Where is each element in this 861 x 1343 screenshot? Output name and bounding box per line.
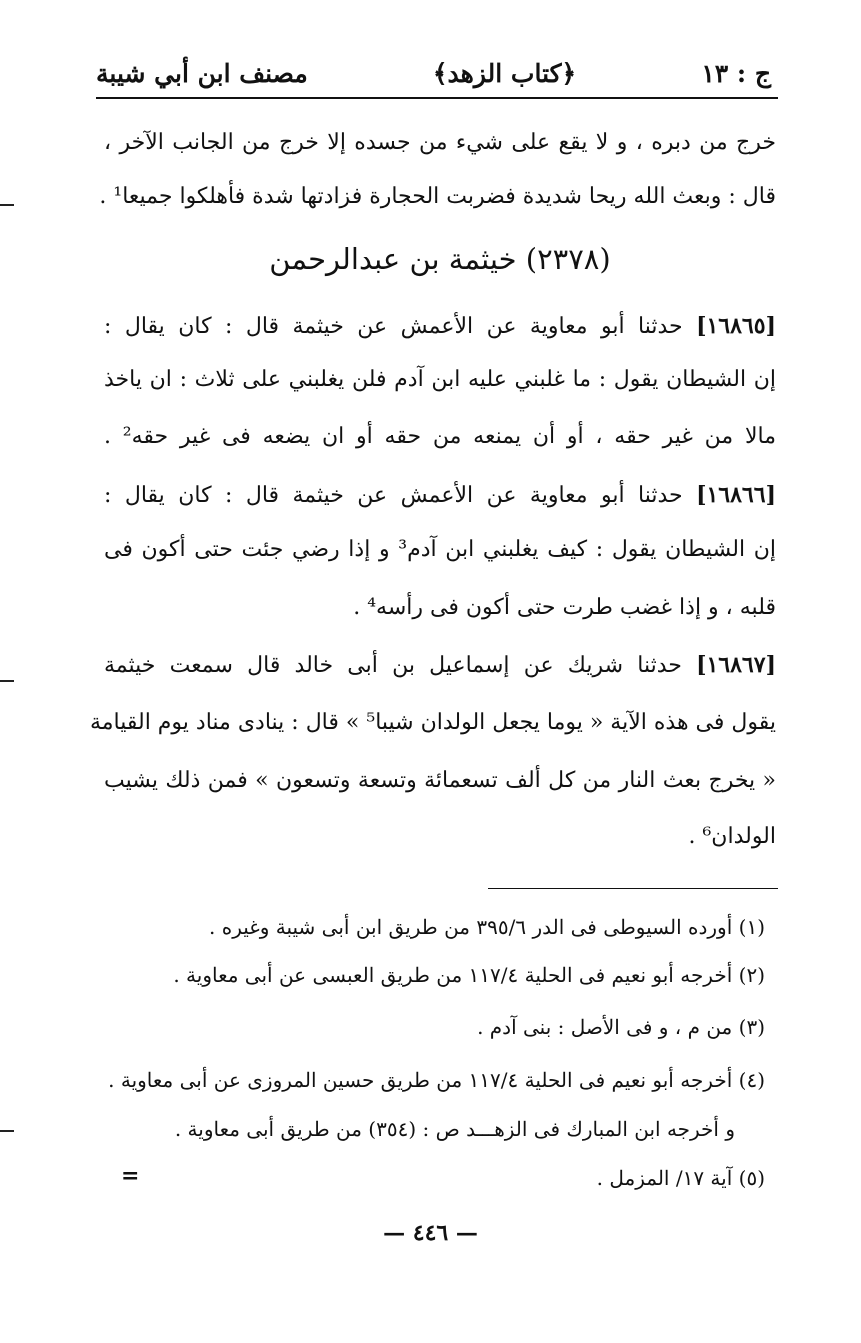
running-header: [96, 50, 771, 96]
hadith-16866-line: قلبه ، و إذا غضب طرت حتى أكون فى رأسه⁴ .: [353, 595, 776, 620]
footnote: (١) أورده السيوطى فى الدر ٣٩٥/٦ من طريق ابن أبى شيبة وغيره .: [209, 915, 765, 939]
text-line: خرج من دبره ، و لا يقع على شيء من جسده إلا خرج من الجانب الآخر ،: [104, 130, 776, 155]
section-heading: (٢٣٧٨) خيثمة بن عبدالرحمن: [269, 242, 611, 276]
book-title: مصنف ابن أبي شيبة: [96, 58, 308, 88]
footnote: (٥) آية ١٧/ المزمل .: [596, 1166, 765, 1190]
hadith-16865-line: [١٦٨٦٥] حدثنا أبو معاوية عن الأعمش عن خيثمة قال : كان يقال :: [104, 313, 776, 339]
volume-number: ج : ١٣: [701, 58, 771, 88]
footnote: (٣) من م ، و فى الأصل : بنى آدم .: [477, 1015, 765, 1039]
hadith-16865-line: مالا من غير حقه ، أو أن يمنعه من حقه أو ان يضعه فى غير حقه² .: [104, 424, 776, 449]
footnote-separator: [488, 888, 778, 889]
page-number: — ٤٤٦ —: [383, 1220, 478, 1246]
hadith-16865-line: إن الشيطان يقول : ما غلبني عليه ابن آدم فلن يغلبني على ثلاث : ان ياخذ: [104, 367, 776, 392]
margin-tick: [0, 680, 14, 682]
text-line: قال : وبعث الله ريحا شديدة فضربت الحجارة فزادتها شدة فأهلكوا جميعا¹ .: [99, 184, 776, 209]
hadith-16866-line: إن الشيطان يقول : كيف يغلبني ابن آدم³ و إذا رضي جئت حتى أكون فى: [104, 537, 776, 562]
end-mark: =: [121, 1163, 140, 1189]
chapter-title: ﴿كتاب الزهد﴾: [432, 58, 577, 88]
header-rule: [96, 97, 778, 99]
hadith-16867-line: [١٦٨٦٧] حدثنا شريك عن إسماعيل بن أبى خالد قال سمعت خيثمة: [104, 652, 776, 678]
hadith-16866-line: [١٦٨٦٦] حدثنا أبو معاوية عن الأعمش عن خيثمة قال : كان يقال :: [104, 482, 776, 508]
hadith-16867-line: « يخرج بعث النار من كل ألف تسعمائة وتسعة وتسعون » فمن ذلك يشيب: [104, 768, 776, 793]
hadith-16867-line: يقول فى هذه الآية « يوما يجعل الولدان شيبا⁵ » قال : ينادى مناد يوم القيامة: [89, 710, 776, 735]
margin-tick: [0, 204, 14, 206]
hadith-number: [١٦٨٦٦]: [696, 482, 776, 508]
hadith-number: [١٦٨٦٧]: [696, 652, 776, 678]
footnote: (٤) أخرجه أبو نعيم فى الحلية ١١٧/٤ من طريق حسين المروزى عن أبى معاوية .: [108, 1068, 765, 1092]
footnote-continuation: و أخرجه ابن المبارك فى الزهـــد ص : (٣٥٤) من طريق أبى معاوية .: [174, 1117, 735, 1141]
hadith-16867-line: الولدان⁶ .: [688, 824, 776, 849]
footnote: (٢) أخرجه أبو نعيم فى الحلية ١١٧/٤ من طريق العبسى عن أبى معاوية .: [173, 963, 765, 987]
margin-tick: [0, 1130, 14, 1132]
hadith-number: [١٦٨٦٥]: [696, 313, 776, 339]
